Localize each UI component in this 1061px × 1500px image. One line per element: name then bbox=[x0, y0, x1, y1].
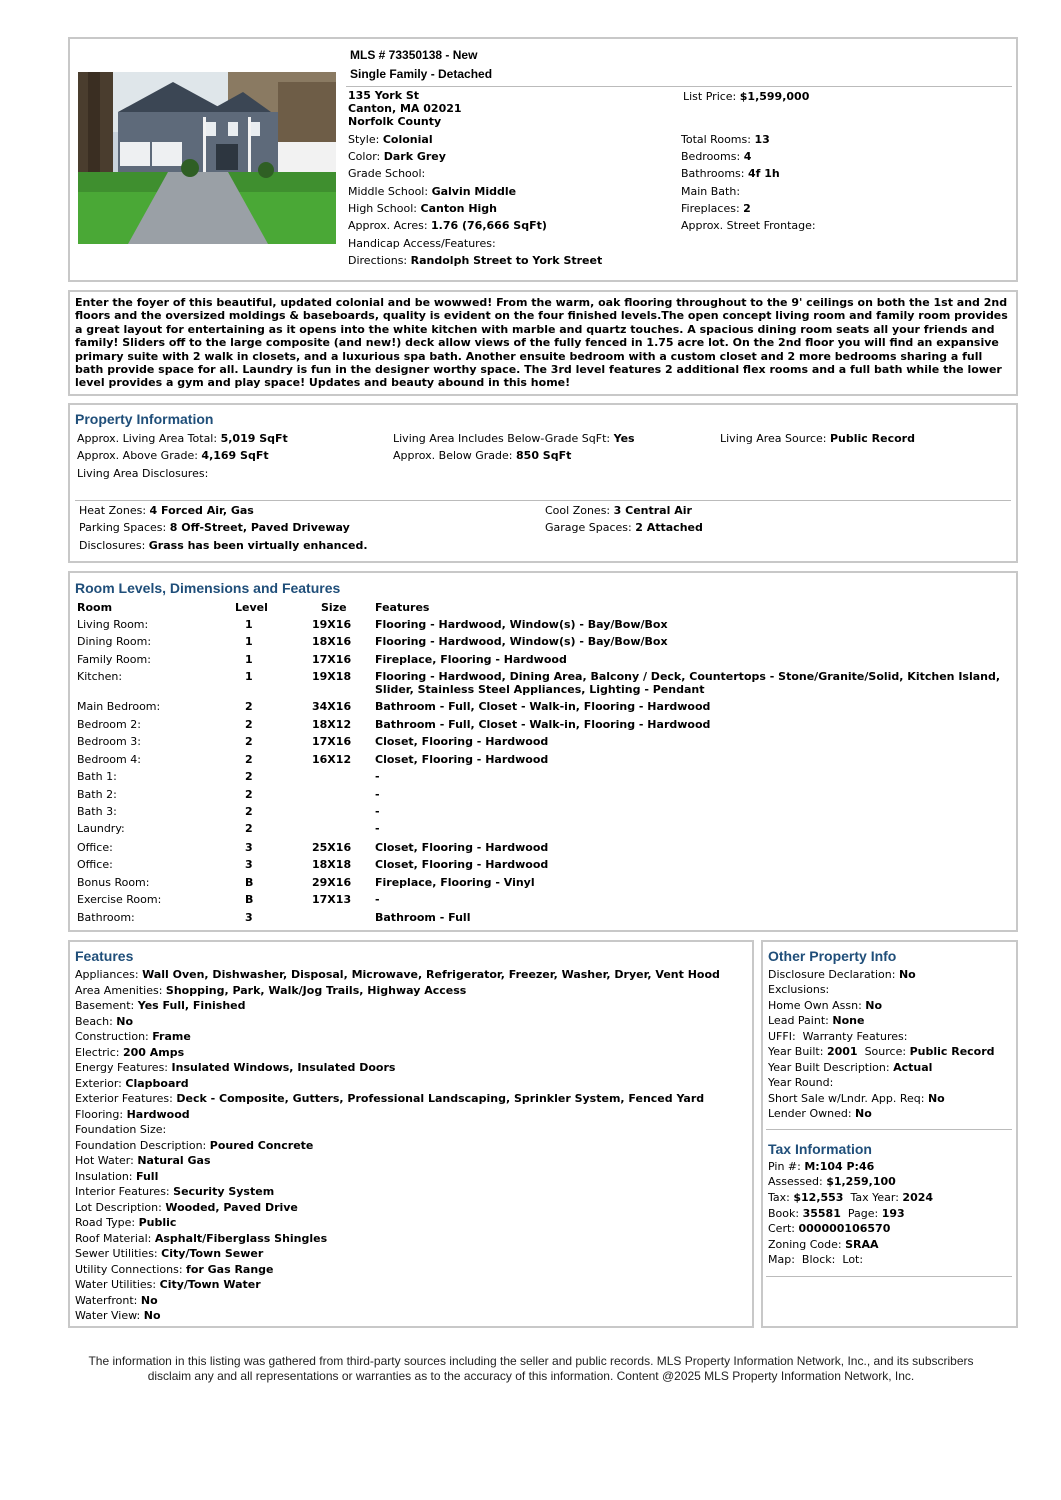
field-value: 1.76 (76,666 SqFt) bbox=[431, 219, 547, 232]
rooms-title: Room Levels, Dimensions and Features bbox=[75, 580, 341, 596]
room-name: Living Room: bbox=[77, 618, 149, 631]
room-features: Closet, Flooring - Hardwood bbox=[375, 841, 549, 854]
room-name: Office: bbox=[77, 841, 113, 854]
feature-label: Sewer Utilities: bbox=[75, 1247, 158, 1260]
col-features-header: Features bbox=[375, 601, 430, 614]
room-name: Office: bbox=[77, 858, 113, 871]
room-level: 3 bbox=[245, 911, 253, 924]
room-features: Fireplace, Flooring - Hardwood bbox=[375, 653, 567, 666]
features-title: Features bbox=[75, 948, 134, 964]
field-value: 193 bbox=[881, 1207, 905, 1220]
feature-item bbox=[75, 1309, 161, 1323]
feature-value: Yes Full, Finished bbox=[137, 999, 246, 1012]
feature-item bbox=[75, 1139, 313, 1153]
field-handicap bbox=[348, 237, 496, 251]
room-size: 17X16 bbox=[312, 735, 352, 748]
feature-label: Road Type: bbox=[75, 1216, 136, 1229]
feature-item bbox=[75, 1015, 133, 1029]
field-value: No bbox=[855, 1107, 872, 1120]
room-size: 17X16 bbox=[312, 653, 352, 666]
field-label: Bathrooms: bbox=[681, 167, 745, 180]
field-label: Pin #: bbox=[768, 1160, 801, 1173]
field-directions bbox=[348, 254, 602, 268]
room-size: 18X16 bbox=[312, 635, 352, 648]
feature-value: Insulated Windows, Insulated Doors bbox=[171, 1061, 396, 1074]
feature-value: No bbox=[143, 1309, 161, 1322]
field-label: High School: bbox=[348, 202, 418, 215]
room-features: - bbox=[375, 893, 380, 906]
feature-label: Construction: bbox=[75, 1030, 149, 1043]
field-label: Living Area Source: bbox=[720, 432, 827, 445]
field-label: Lender Owned: bbox=[768, 1107, 852, 1120]
room-features: Flooring - Hardwood, Window(s) - Bay/Bow/Box bbox=[375, 618, 668, 631]
disclosure-declaration bbox=[768, 968, 916, 982]
year-built bbox=[768, 1045, 995, 1059]
feature-value: Wooded, Paved Drive bbox=[165, 1200, 298, 1214]
feature-label: Interior Features: bbox=[75, 1185, 170, 1198]
col-level-header: Level bbox=[235, 601, 268, 614]
field-label: Fireplaces: bbox=[681, 202, 740, 215]
room-features: Flooring - Hardwood, Dining Area, Balcony / Deck, Countertops - Stone/Granite/Solid, Kitchen Island, Slider, Stainless Steel Appliances, Lighting - Pendant bbox=[375, 670, 1001, 696]
field-value: Yes bbox=[613, 432, 635, 445]
feature-value: City/Town Sewer bbox=[161, 1247, 264, 1260]
field-label: Grade School: bbox=[348, 167, 426, 180]
footer-disclaimer: The information in this listing was gathered from third-party sources including the seller and public records. MLS Property Information Network, Inc., and its subscribers disclaim any and all representations or warranties as to the accuracy of this information. Content @2025 MLS Property Information Network, Inc. bbox=[88, 1354, 974, 1383]
field-label: Lead Paint: bbox=[768, 1014, 829, 1027]
field-label: Approx. Acres: bbox=[348, 219, 428, 232]
field-label: Approx. Living Area Total: bbox=[77, 432, 218, 445]
room-level: 2 bbox=[245, 788, 253, 801]
room-features: Closet, Flooring - Hardwood bbox=[375, 858, 549, 871]
feature-label: Foundation Description: bbox=[75, 1138, 207, 1152]
room-level: 3 bbox=[245, 858, 253, 871]
field-value: Randolph Street to York Street bbox=[410, 254, 603, 267]
other-info-divider bbox=[766, 1129, 1012, 1130]
field-total-rooms bbox=[681, 133, 770, 147]
room-size: 29X16 bbox=[312, 876, 352, 889]
field-value: 2 bbox=[743, 202, 751, 215]
feature-label: Energy Features: bbox=[75, 1061, 169, 1074]
pin bbox=[768, 1160, 874, 1174]
room-level: 1 bbox=[245, 635, 253, 648]
list-price bbox=[683, 90, 809, 104]
room-name: Kitchen: bbox=[77, 670, 123, 683]
field-value: Colonial bbox=[382, 133, 433, 146]
feature-item bbox=[75, 1185, 274, 1199]
room-level: 2 bbox=[245, 753, 253, 766]
feature-value: Asphalt/Fiberglass Shingles bbox=[154, 1231, 328, 1245]
room-size: 18X12 bbox=[312, 718, 352, 731]
property-info-divider bbox=[75, 500, 1011, 501]
field-bathrooms bbox=[681, 167, 780, 181]
field-label: Home Own Assn: bbox=[768, 999, 862, 1012]
room-level: 2 bbox=[245, 735, 253, 748]
field-label: Bedrooms: bbox=[681, 150, 741, 163]
field-label: Assessed: bbox=[768, 1175, 823, 1188]
field-label: Style: bbox=[348, 133, 380, 146]
feature-value: Hardwood bbox=[126, 1107, 190, 1121]
field-value: Public Record bbox=[830, 432, 915, 445]
room-features: Closet, Flooring - Hardwood bbox=[375, 753, 549, 766]
field-label: Middle School: bbox=[348, 185, 429, 198]
address-street: 135 York St bbox=[348, 89, 420, 102]
field-grade-school bbox=[348, 167, 425, 181]
field-value: No bbox=[898, 968, 916, 981]
living-area-source bbox=[720, 432, 915, 446]
year-built-description bbox=[768, 1061, 932, 1075]
field-value: SRAA bbox=[845, 1238, 879, 1251]
feature-item bbox=[75, 1263, 274, 1277]
field-value: 4f 1h bbox=[747, 167, 780, 180]
field-value: No bbox=[865, 999, 883, 1012]
room-name: Dining Room: bbox=[77, 635, 152, 648]
room-name: Bath 2: bbox=[77, 788, 117, 801]
map-block-lot bbox=[768, 1253, 863, 1267]
above-grade bbox=[77, 449, 269, 463]
room-name: Bonus Room: bbox=[77, 876, 150, 889]
field-label: Short Sale w/Lndr. App. Req: bbox=[768, 1092, 925, 1105]
feature-item bbox=[75, 1216, 176, 1230]
field-label: Main Bath: bbox=[681, 185, 741, 198]
field-label: Disclosure Declaration: bbox=[768, 968, 896, 981]
room-name: Bedroom 3: bbox=[77, 735, 141, 748]
room-features: - bbox=[375, 822, 380, 835]
feature-label: Flooring: bbox=[75, 1107, 124, 1121]
field-style bbox=[348, 133, 433, 147]
field-value: 4,169 SqFt bbox=[201, 449, 269, 462]
below-grade bbox=[393, 449, 571, 463]
field-bedrooms bbox=[681, 150, 751, 164]
room-name: Laundry: bbox=[77, 822, 125, 835]
feature-label: Foundation Size: bbox=[75, 1123, 167, 1136]
feature-item bbox=[75, 1030, 191, 1044]
property-photo bbox=[78, 72, 336, 244]
room-name: Main Bedroom: bbox=[77, 700, 161, 713]
field-value: Actual bbox=[893, 1061, 933, 1074]
tax bbox=[768, 1191, 933, 1205]
field-street-frontage bbox=[681, 219, 816, 233]
feature-item bbox=[75, 1077, 189, 1091]
field-label: Year Built Description: bbox=[768, 1061, 890, 1074]
feature-label: Water Utilities: bbox=[75, 1278, 157, 1291]
feature-item bbox=[75, 1061, 395, 1075]
feature-value: Security System bbox=[173, 1185, 275, 1198]
field-label: Approx. Street Frontage: bbox=[681, 219, 816, 232]
feature-label: Insulation: bbox=[75, 1169, 133, 1183]
feature-value: Frame bbox=[152, 1030, 191, 1043]
field-label: Handicap Access/Features: bbox=[348, 237, 496, 250]
room-features: Fireplace, Flooring - Vinyl bbox=[375, 876, 535, 889]
room-features: Bathroom - Full bbox=[375, 911, 471, 924]
feature-item bbox=[75, 984, 466, 998]
feature-label: Basement: bbox=[75, 999, 135, 1012]
header-divider bbox=[346, 86, 1012, 87]
field-label: Page: bbox=[847, 1207, 879, 1220]
field-value: 8 Off-Street, Paved Driveway bbox=[169, 521, 350, 534]
room-level: 2 bbox=[245, 805, 253, 818]
field-value: 000000106570 bbox=[798, 1222, 891, 1235]
room-size: 19X16 bbox=[312, 618, 352, 631]
field-label: Living Area Includes Below-Grade SqFt: bbox=[393, 432, 611, 445]
feature-value: Wall Oven, Dishwasher, Disposal, Microwave, Refrigerator, Freezer, Washer, Dryer, Vent Hood bbox=[142, 968, 720, 981]
room-size: 34X16 bbox=[312, 700, 352, 713]
room-name: Bathroom: bbox=[77, 911, 135, 924]
feature-value: Poured Concrete bbox=[209, 1138, 314, 1152]
field-value: Canton High bbox=[420, 202, 497, 215]
feature-value: Natural Gas bbox=[137, 1154, 211, 1167]
field-label: Tax Year: bbox=[850, 1191, 899, 1204]
property-info-title: Property Information bbox=[75, 411, 214, 427]
feature-value: Clapboard bbox=[125, 1076, 189, 1090]
room-size: 18X18 bbox=[312, 858, 352, 871]
field-value: Galvin Middle bbox=[431, 185, 517, 198]
col-size-header: Size bbox=[321, 601, 347, 614]
remarks-text: Enter the foyer of this beautiful, updated colonial and be wowwed! From the warm, oak flooring throughout to the 9' ceilings on both the 1st and 2nd floors and the oversized moldings & baseboards, quality is evident on the four finished levels.The open concept living room and family room provides a great layout for entertaining as it opens into the white kitchen with marble and quartz touches. A spacious dining room seats all your friends and family! Sliders off to the large composite (and new!) deck allow views of the fully fenced in 1.75 acre lot. On the 2nd floor you will find an expansive primary suite with 2 walk in closets, and a luxurious spa bath. Another ensuite bedroom with a custom closet and 2 more bedrooms sharing a full bath provide space for all. Laundry is fun in the designer worthy space. The 3rd level features 2 additional flex rooms and a full bath while the lower level provides a gym and play space! Updates and beauty abound in this home! bbox=[75, 296, 1008, 390]
field-label: Source: bbox=[864, 1045, 907, 1058]
feature-label: Appliances: bbox=[75, 968, 139, 981]
below-grade-included bbox=[393, 432, 635, 446]
field-label: UFFI: bbox=[768, 1030, 796, 1043]
room-level: B bbox=[245, 876, 254, 889]
field-value: None bbox=[832, 1014, 865, 1027]
feature-item bbox=[75, 1108, 190, 1122]
feature-item bbox=[75, 1294, 158, 1308]
heat-zones bbox=[79, 504, 254, 518]
room-level: 3 bbox=[245, 841, 253, 854]
tax-info-title: Tax Information bbox=[768, 1141, 872, 1157]
feature-item bbox=[75, 1247, 263, 1261]
feature-item bbox=[75, 1154, 211, 1168]
lead-paint bbox=[768, 1014, 864, 1028]
field-value: Grass has been virtually enhanced. bbox=[148, 539, 368, 552]
home-own-assn bbox=[768, 999, 882, 1013]
address-county: Norfolk County bbox=[348, 115, 442, 128]
field-value: 2001 bbox=[826, 1045, 858, 1058]
zoning-code bbox=[768, 1238, 879, 1252]
feature-label: Hot Water: bbox=[75, 1154, 134, 1167]
feature-label: Exterior Features: bbox=[75, 1092, 173, 1105]
exclusions: Exclusions: bbox=[768, 983, 830, 996]
room-name: Bedroom 2: bbox=[77, 718, 141, 731]
field-value: 5,019 SqFt bbox=[220, 432, 288, 445]
field-middle-school bbox=[348, 185, 516, 199]
field-label: Total Rooms: bbox=[681, 133, 751, 146]
room-features: Bathroom - Full, Closet - Walk-in, Flooring - Hardwood bbox=[375, 718, 711, 731]
field-high-school bbox=[348, 202, 497, 216]
field-value: M:104 P:46 bbox=[804, 1160, 875, 1173]
feature-value: Public bbox=[138, 1216, 177, 1229]
field-value: 2024 bbox=[902, 1191, 934, 1204]
field-fireplaces bbox=[681, 202, 751, 216]
field-label: Heat Zones: bbox=[79, 504, 147, 517]
field-value: 4 bbox=[743, 150, 752, 163]
feature-value: for Gas Range bbox=[186, 1262, 274, 1276]
field-value: 13 bbox=[754, 133, 770, 146]
field-label: Approx. Below Grade: bbox=[393, 449, 513, 462]
address-city: Canton, MA 02021 bbox=[348, 102, 462, 115]
list-price-value: $1,599,000 bbox=[739, 90, 810, 103]
field-label: Lot: bbox=[842, 1253, 864, 1266]
feature-item bbox=[75, 1092, 704, 1106]
room-name: Exercise Room: bbox=[77, 893, 162, 906]
room-features: - bbox=[375, 770, 380, 783]
uffi-warranty bbox=[768, 1030, 907, 1044]
field-value: 850 SqFt bbox=[516, 449, 572, 462]
room-level: 2 bbox=[245, 718, 253, 731]
list-price-label: List Price: bbox=[683, 90, 737, 103]
field-label: Block: bbox=[801, 1253, 836, 1266]
feature-label: Area Amenities: bbox=[75, 983, 163, 997]
field-label: Book: bbox=[768, 1207, 800, 1220]
feature-value: No bbox=[140, 1293, 158, 1307]
field-main-bath bbox=[681, 185, 740, 199]
assessed bbox=[768, 1175, 896, 1189]
cool-zones bbox=[545, 504, 692, 518]
room-name: Bath 3: bbox=[77, 805, 117, 818]
field-value: $12,553 bbox=[793, 1191, 844, 1204]
field-label: Warranty Features: bbox=[802, 1030, 908, 1043]
field-value: No bbox=[927, 1092, 945, 1105]
feature-value: Deck - Composite, Gutters, Professional Landscaping, Sprinkler System, Fenced Yard bbox=[176, 1092, 705, 1105]
field-label: Approx. Above Grade: bbox=[77, 449, 198, 462]
field-acres bbox=[348, 219, 547, 233]
field-value: 4 Forced Air, Gas bbox=[149, 504, 254, 517]
room-features: Flooring - Hardwood, Window(s) - Bay/Bow/Box bbox=[375, 635, 668, 648]
field-label: Color: bbox=[348, 150, 381, 163]
feature-value: No bbox=[116, 1014, 134, 1028]
field-label: Tax: bbox=[768, 1191, 790, 1204]
field-label: Cool Zones: bbox=[545, 504, 611, 517]
feature-item bbox=[75, 1232, 327, 1246]
feature-item bbox=[75, 1170, 158, 1184]
property-type: Single Family - Detached bbox=[350, 67, 493, 81]
field-value: 2 Attached bbox=[635, 521, 703, 534]
feature-label: Utility Connections: bbox=[75, 1262, 183, 1276]
feature-value: Shopping, Park, Walk/Jog Trails, Highway Access bbox=[165, 983, 467, 997]
room-level: 2 bbox=[245, 770, 253, 783]
room-name: Bath 1: bbox=[77, 770, 117, 783]
field-color bbox=[348, 150, 446, 164]
feature-item bbox=[75, 1123, 166, 1137]
mls-number: MLS # 73350138 - New bbox=[350, 48, 478, 62]
parking-spaces bbox=[79, 521, 350, 535]
col-room-header: Room bbox=[77, 601, 113, 614]
feature-item bbox=[75, 968, 720, 982]
field-value: Dark Grey bbox=[383, 150, 446, 163]
tax-info-divider bbox=[766, 1276, 1012, 1277]
feature-value: Full bbox=[136, 1169, 159, 1183]
field-label: Disclosures: bbox=[79, 539, 146, 552]
room-size: 25X16 bbox=[312, 841, 352, 854]
field-label: Directions: bbox=[348, 254, 408, 267]
book-page bbox=[768, 1207, 905, 1221]
room-level: 2 bbox=[245, 700, 253, 713]
feature-label: Beach: bbox=[75, 1014, 113, 1028]
disclosures bbox=[79, 539, 368, 553]
field-value: 3 Central Air bbox=[613, 504, 692, 517]
feature-label: Waterfront: bbox=[75, 1293, 138, 1307]
room-features: - bbox=[375, 805, 380, 818]
short-sale bbox=[768, 1092, 945, 1106]
field-label: Parking Spaces: bbox=[79, 521, 167, 534]
field-value: $1,259,100 bbox=[826, 1175, 896, 1188]
cert bbox=[768, 1222, 890, 1236]
feature-label: Electric: bbox=[75, 1045, 120, 1059]
room-size: 19X18 bbox=[312, 670, 352, 683]
feature-item bbox=[75, 1046, 184, 1060]
living-area-total bbox=[77, 432, 288, 446]
lender-owned bbox=[768, 1107, 872, 1121]
other-info-title: Other Property Info bbox=[768, 948, 897, 964]
field-label: Garage Spaces: bbox=[545, 521, 632, 534]
feature-item bbox=[75, 1201, 298, 1215]
room-level: 1 bbox=[245, 670, 253, 683]
room-features: - bbox=[375, 788, 380, 801]
feature-value: City/Town Water bbox=[159, 1278, 261, 1291]
field-label: Year Built: bbox=[768, 1045, 824, 1058]
field-value: 35581 bbox=[802, 1207, 841, 1220]
room-features: Closet, Flooring - Hardwood bbox=[375, 735, 549, 748]
feature-label: Water View: bbox=[75, 1309, 141, 1322]
field-label: Zoning Code: bbox=[768, 1238, 842, 1251]
room-name: Family Room: bbox=[77, 653, 151, 666]
room-features: Bathroom - Full, Closet - Walk-in, Flooring - Hardwood bbox=[375, 700, 711, 713]
field-label: Cert: bbox=[768, 1222, 795, 1235]
room-level: 1 bbox=[245, 618, 253, 631]
feature-label: Roof Material: bbox=[75, 1231, 152, 1245]
room-size: 16X12 bbox=[312, 753, 352, 766]
room-size: 17X13 bbox=[312, 893, 352, 906]
living-area-disclosures: Living Area Disclosures: bbox=[77, 467, 209, 480]
feature-value: 200 Amps bbox=[122, 1045, 185, 1059]
feature-label: Exterior: bbox=[75, 1076, 122, 1090]
feature-item bbox=[75, 1278, 261, 1292]
field-label: Map: bbox=[768, 1253, 795, 1266]
room-level: B bbox=[245, 893, 254, 906]
room-level: 1 bbox=[245, 653, 253, 666]
room-level: 2 bbox=[245, 822, 253, 835]
feature-label: Lot Description: bbox=[75, 1200, 162, 1214]
garage-spaces bbox=[545, 521, 703, 535]
field-value: Public Record bbox=[909, 1045, 995, 1058]
year-round: Year Round: bbox=[768, 1076, 834, 1089]
room-name: Bedroom 4: bbox=[77, 753, 141, 766]
feature-item bbox=[75, 999, 246, 1013]
